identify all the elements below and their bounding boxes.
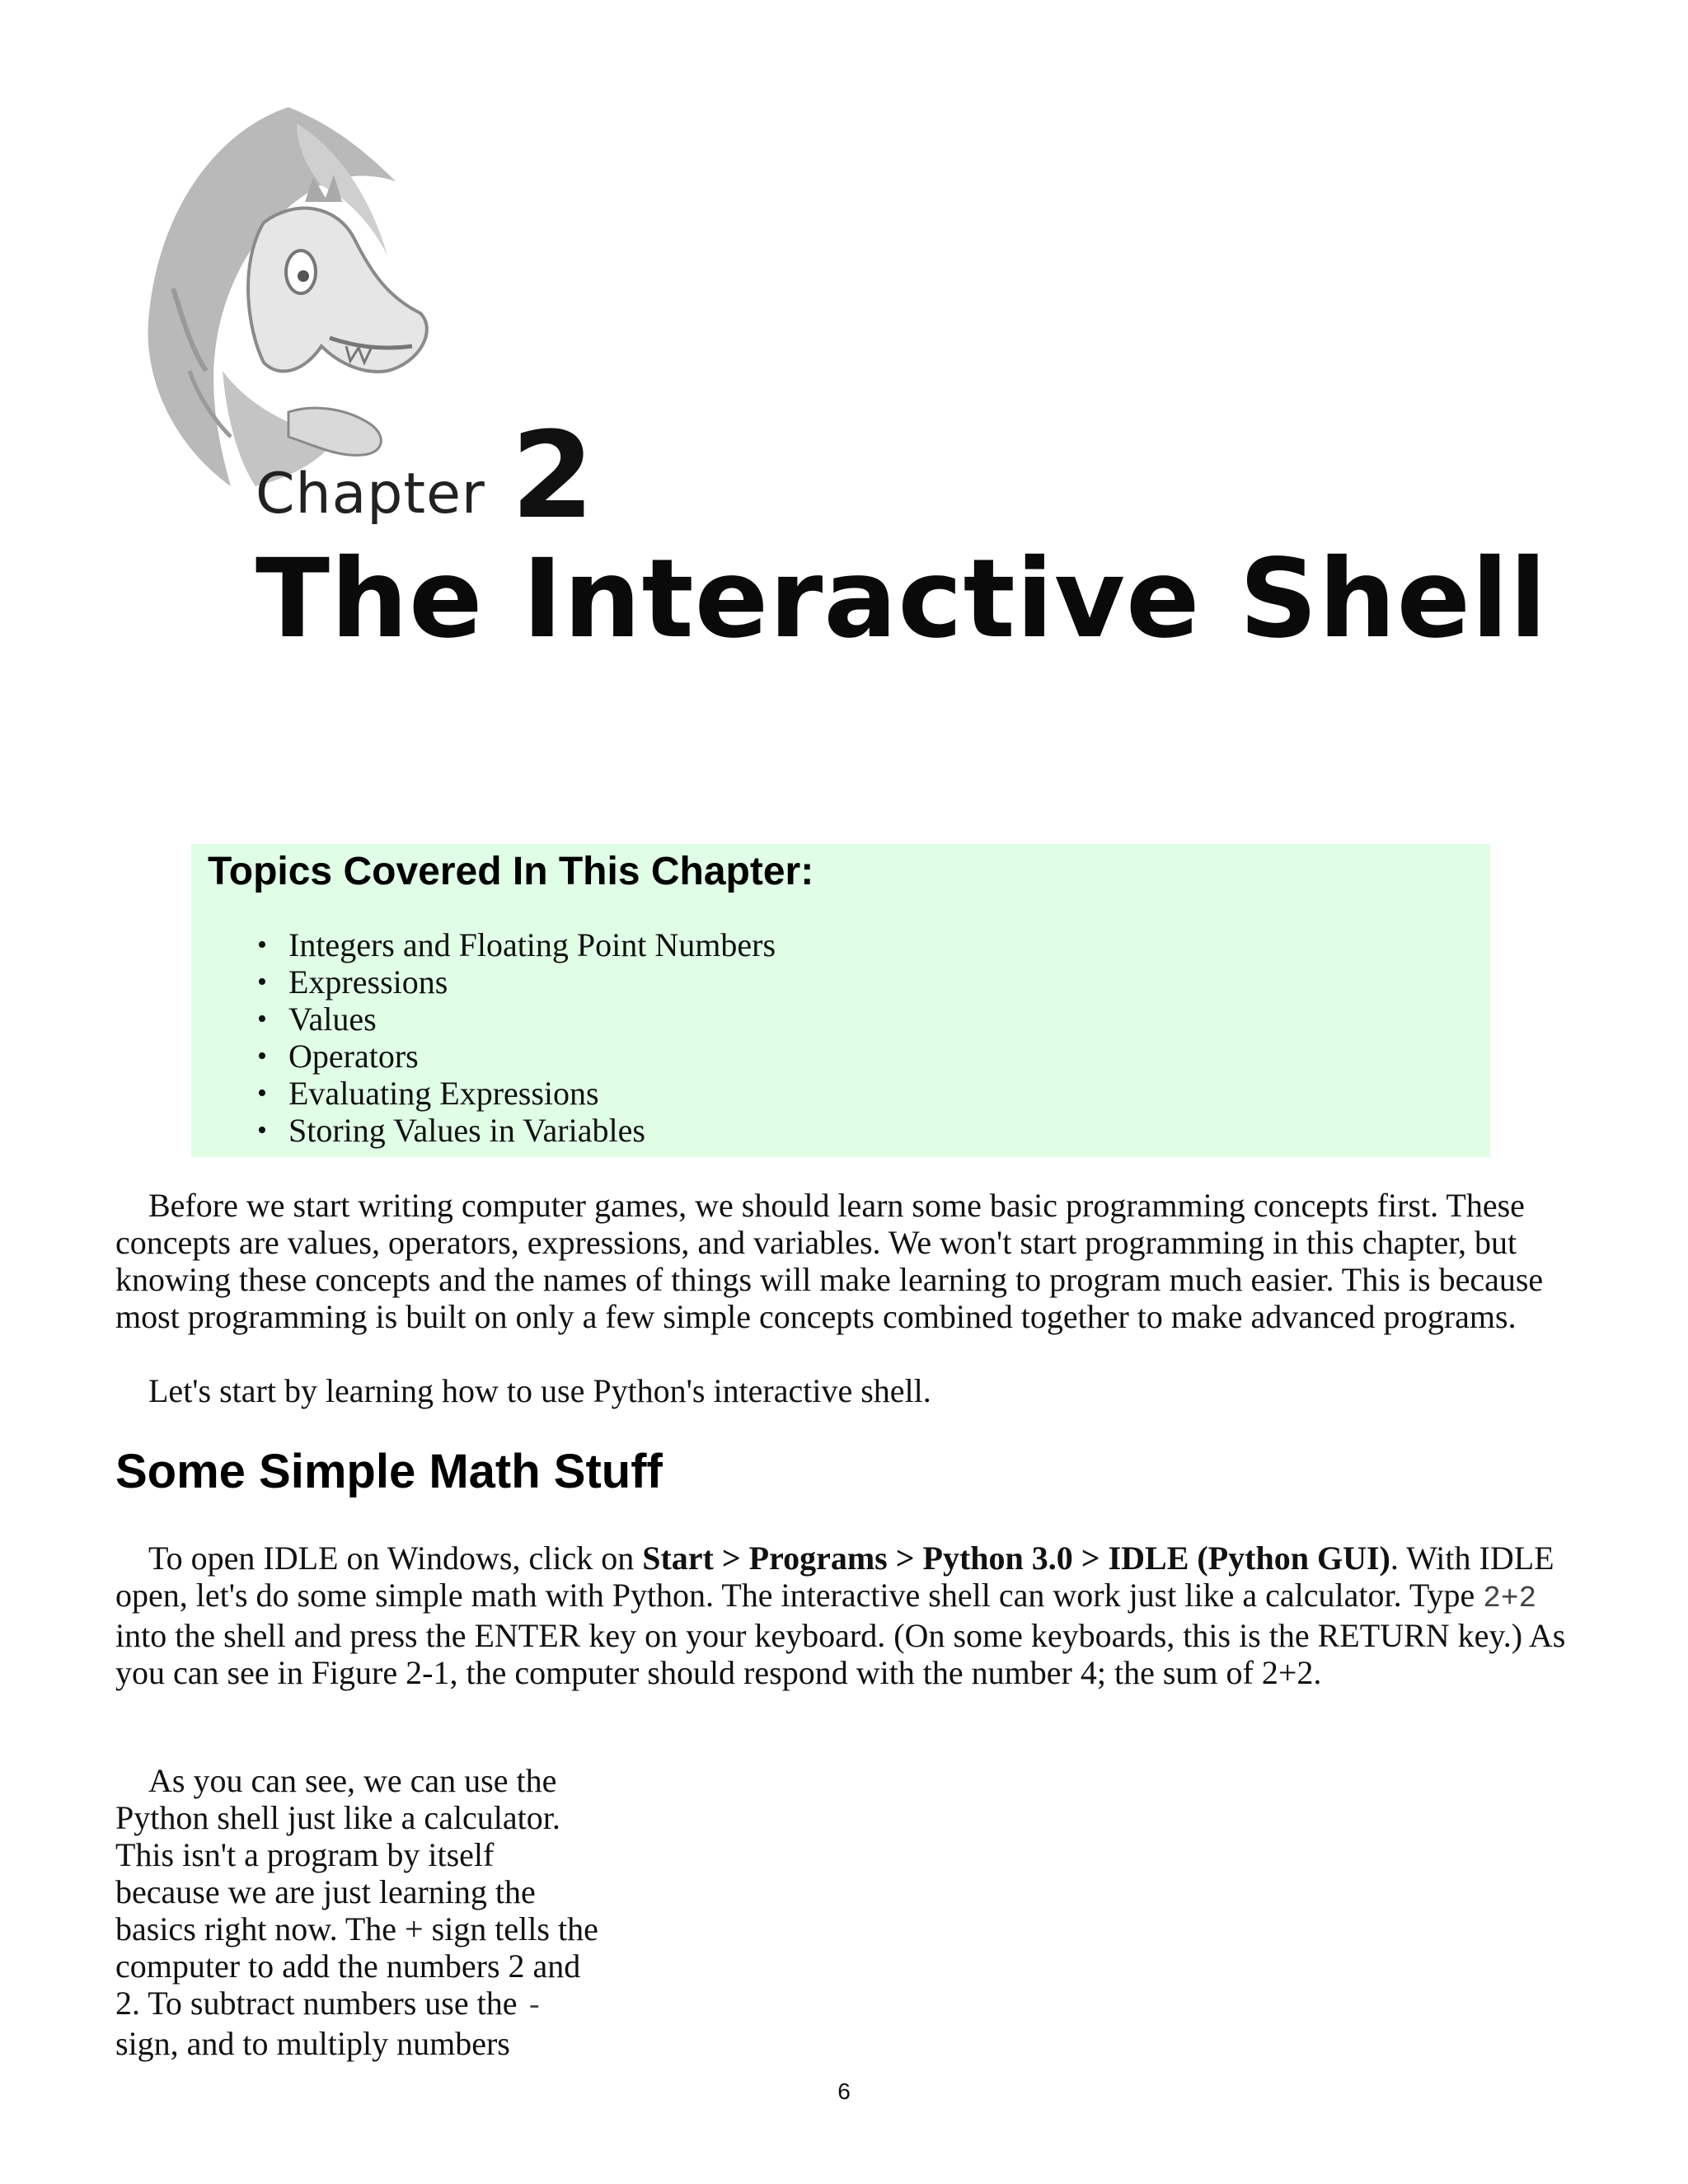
inline-code: - — [525, 1990, 544, 2023]
bullet-icon: • — [257, 1041, 267, 1071]
inline-code: 2+2 — [1483, 1582, 1537, 1615]
shell-intro-paragraph: Let's start by learning how to use Python's interactive shell. — [148, 1372, 931, 1409]
intro-paragraph: Before we start writing computer games, we should learn some basic programming concepts first. These concepts are values, operators, expressions, and variables. We won't start programming in this chapter, but knowing these concepts and the names of things will make learning to program much easier. This is because most programming is built on only a few simple concepts combined together to make advanced programs. — [115, 1187, 1544, 1335]
chapter-label: Chapter — [256, 462, 485, 527]
bullet-icon: • — [257, 967, 267, 997]
bullet-icon: • — [257, 1115, 267, 1146]
bullet-icon: • — [257, 1004, 267, 1034]
bullet-icon: • — [257, 930, 267, 960]
list-item: • Values — [257, 1001, 377, 1038]
calculator-paragraph: As you can see, we can use the Python shell just like a calculator. This isn't a program by itself because we are just learning the basics right now. The + sign tells the computer to add the numbers 2 and 2. To subtract numbers use the - sign, and to multiply numbers — [115, 1762, 598, 2062]
idle-paragraph: To open IDLE on Windows, click on Start > Programs > Python 3.0 > IDLE (Python GUI). With IDLE open, let's do some simple math with Python. The interactive shell can work just like a calculator. Type 2+2 into the shell and press the ENTER key on your keyboard. (On some keyboards, this is the RETURN key.) As you can see in Figure 2-1, the computer should respond with the number 4; the sum of 2+2. — [115, 1540, 1566, 1691]
topics-list — [191, 926, 776, 1149]
list-item: • Expressions — [257, 963, 448, 1001]
topics-box — [191, 844, 1490, 1157]
chapter-title: The Interactive Shell — [256, 536, 1548, 663]
topics-heading: Topics Covered In This Chapter: — [208, 850, 814, 893]
bullet-icon: • — [257, 1078, 267, 1108]
list-item: • Integers and Floating Point Numbers — [257, 926, 776, 963]
list-item: • Evaluating Expressions — [257, 1075, 599, 1112]
chapter-number: 2 — [511, 406, 594, 546]
list-item: • Storing Values in Variables — [257, 1112, 645, 1149]
menu-path: Start > Programs > Python 3.0 > IDLE (Python GUI) — [642, 1540, 1390, 1577]
section-heading: Some Simple Math Stuff — [115, 1445, 663, 1498]
page-number: 6 — [837, 2079, 851, 2104]
list-item: • Operators — [257, 1038, 419, 1075]
